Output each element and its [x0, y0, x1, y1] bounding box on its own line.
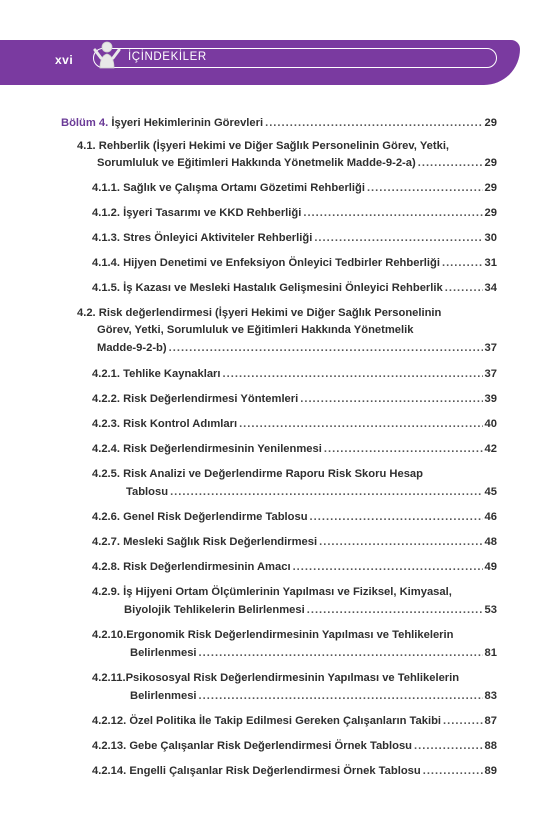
- toc-4-1-line1[interactable]: 4.1. Rehberlik (İşyeri Hekimi ve Diğer Sağlık Personelinin Görev, Yetki,: [77, 140, 450, 152]
- toc-4-1-2[interactable]: [92, 205, 497, 223]
- toc-4-2-5-line1[interactable]: 4.2.5. Risk Analizi ve Değerlendirme Raporu Risk Skoru Hesap: [92, 468, 423, 480]
- toc-4-2-1[interactable]: [92, 366, 497, 384]
- leader-dots: [170, 484, 482, 502]
- toc-4-2-line2[interactable]: Görev, Yetki, Sorumluluk ve Eğitimleri Hakkında Yönetmelik: [97, 324, 414, 336]
- toc-4-2-11-line1[interactable]: 4.2.11.Psikososyal Risk Değerlendirmesinin Yapılması ve Tehlikelerin: [92, 672, 460, 684]
- leader-dots: [367, 180, 483, 198]
- entry-text: 4.2.14. Engelli Çalışanlar Risk Değerlendirmesi Örnek Tablosu: [92, 765, 421, 777]
- page-ref: 87: [484, 715, 497, 727]
- toc-4-1-4[interactable]: [92, 255, 497, 273]
- entry-text: 4.2.12. Özel Politika İle Takip Edilmesi Gereken Çalışanların Takibi: [92, 715, 442, 727]
- page-ref: 29: [484, 182, 497, 194]
- toc-4-1-5[interactable]: [92, 280, 497, 298]
- toc-4-2-9[interactable]: [124, 602, 497, 620]
- toc-4-2-13[interactable]: [92, 738, 497, 756]
- page-ref: 37: [484, 342, 497, 354]
- page-ref: 88: [484, 740, 497, 752]
- leader-dots: [324, 441, 483, 459]
- leader-dots: [445, 280, 483, 298]
- leader-dots: [423, 763, 483, 781]
- toc-4-2-4[interactable]: [92, 441, 497, 459]
- entry-text: 4.2.1. Tehlike Kaynakları: [92, 368, 221, 380]
- entry-text: 4.1.2. İşyeri Tasarımı ve KKD Rehberliği: [92, 207, 302, 219]
- toc-4-2-3[interactable]: [92, 416, 497, 434]
- page-ref: 89: [484, 765, 497, 777]
- page-ref: 53: [484, 604, 497, 616]
- page-ref: 29: [484, 117, 497, 129]
- leader-dots: [199, 688, 483, 706]
- leader-dots: [314, 230, 482, 248]
- entry-text: 4.1.1. Sağlık ve Çalışma Ortamı Gözetimi Rehberliği: [92, 182, 365, 194]
- toc-4-2-10[interactable]: [130, 645, 497, 663]
- toc-4-2-5[interactable]: [126, 484, 497, 502]
- leader-dots: [239, 416, 482, 434]
- page-ref: 81: [484, 647, 497, 659]
- page-ref: 83: [484, 690, 497, 702]
- toc-chapter-4[interactable]: [61, 115, 497, 133]
- page-ref: 46: [484, 511, 497, 523]
- toc-4-1[interactable]: [97, 155, 497, 173]
- leader-dots: [265, 115, 482, 133]
- toc-4-2-7[interactable]: [92, 534, 497, 552]
- page-ref: 29: [484, 157, 497, 169]
- header-title: İÇİNDEKİLER: [128, 51, 207, 63]
- entry-text: 4.1.3. Stres Önleyici Aktiviteler Rehberliği: [92, 232, 313, 244]
- entry-text: 4.2.6. Genel Risk Değerlendirme Tablosu: [92, 511, 308, 523]
- page-ref: 49: [484, 561, 497, 573]
- page-number: xvi: [55, 53, 74, 67]
- page-ref: 31: [484, 257, 497, 269]
- entry-text: 4.2.3. Risk Kontrol Adımları: [92, 418, 238, 430]
- entry-text: 4.1.4. Hijyen Denetimi ve Enfeksiyon Önleyici Tedbirler Rehberliği: [92, 257, 440, 269]
- toc-4-2-10-line1[interactable]: 4.2.10.Ergonomik Risk Değerlendirmesinin Yapılması ve Tehlikelerin: [92, 629, 454, 641]
- toc-4-1-1[interactable]: [92, 180, 497, 198]
- entry-text: 4.2.4. Risk Değerlendirmesinin Yenilenmesi: [92, 443, 322, 455]
- page-ref: 29: [484, 207, 497, 219]
- entry-text: Belirlenmesi: [130, 690, 197, 702]
- toc-4-2-14[interactable]: [92, 763, 497, 781]
- leader-dots: [442, 255, 483, 273]
- leader-dots: [223, 366, 483, 384]
- page-ref: 39: [484, 393, 497, 405]
- page-ref: 42: [484, 443, 497, 455]
- page-ref: 34: [484, 282, 497, 294]
- leader-dots: [418, 155, 483, 173]
- entry-text: 4.2.13. Gebe Çalışanlar Risk Değerlendirmesi Örnek Tablosu: [92, 740, 413, 752]
- toc-4-2[interactable]: [97, 340, 497, 358]
- leader-dots: [443, 713, 483, 731]
- leader-dots: [300, 391, 482, 409]
- entry-text: 4.1.5. İş Kazası ve Mesleki Hastalık Gelişmesini Önleyici Rehberlik: [92, 282, 443, 294]
- entry-text: 4.2.8. Risk Değerlendirmesinin Amacı: [92, 561, 291, 573]
- toc-4-2-11[interactable]: [130, 688, 497, 706]
- chapter-title: İşyeri Hekimlerinin Görevleri: [111, 117, 264, 129]
- person-figure-icon: [90, 38, 124, 72]
- toc-4-2-2[interactable]: [92, 391, 497, 409]
- page-ref: 30: [484, 232, 497, 244]
- toc-4-2-12[interactable]: [92, 713, 497, 731]
- leader-dots: [310, 509, 483, 527]
- toc-4-2-9-line1[interactable]: 4.2.9. İş Hijyeni Ortam Ölçümlerinin Yapılması ve Fiziksel, Kimyasal,: [92, 586, 452, 598]
- leader-dots: [199, 645, 483, 663]
- leader-dots: [319, 534, 482, 552]
- leader-dots: [307, 602, 483, 620]
- entry-text: Tablosu: [126, 486, 169, 498]
- page-ref: 48: [484, 536, 497, 548]
- page-ref: 40: [484, 418, 497, 430]
- page-ref: 37: [484, 368, 497, 380]
- leader-dots: [293, 559, 483, 577]
- entry-text: Biyolojik Tehlikelerin Belirlenmesi: [124, 604, 305, 616]
- entry-text: 4.2.2. Risk Değerlendirmesi Yöntemleri: [92, 393, 299, 405]
- leader-dots: [414, 738, 483, 756]
- leader-dots: [303, 205, 482, 223]
- chapter-label: Bölüm 4.: [61, 117, 109, 129]
- entry-text: 4.2.7. Mesleki Sağlık Risk Değerlendirmesi: [92, 536, 318, 548]
- toc-4-2-line1[interactable]: 4.2. Risk değerlendirmesi (İşyeri Hekimi ve Diğer Sağlık Personelinin: [77, 307, 442, 319]
- entry-text: Sorumluluk ve Eğitimleri Hakkında Yönetmelik Madde-9-2-a): [97, 157, 416, 169]
- leader-dots: [169, 340, 483, 358]
- toc-4-2-8[interactable]: [92, 559, 497, 577]
- page-ref: 45: [484, 486, 497, 498]
- entry-text: Madde-9-2-b): [97, 342, 167, 354]
- entry-text: Belirlenmesi: [130, 647, 197, 659]
- toc-4-1-3[interactable]: [92, 230, 497, 248]
- toc-4-2-6[interactable]: [92, 509, 497, 527]
